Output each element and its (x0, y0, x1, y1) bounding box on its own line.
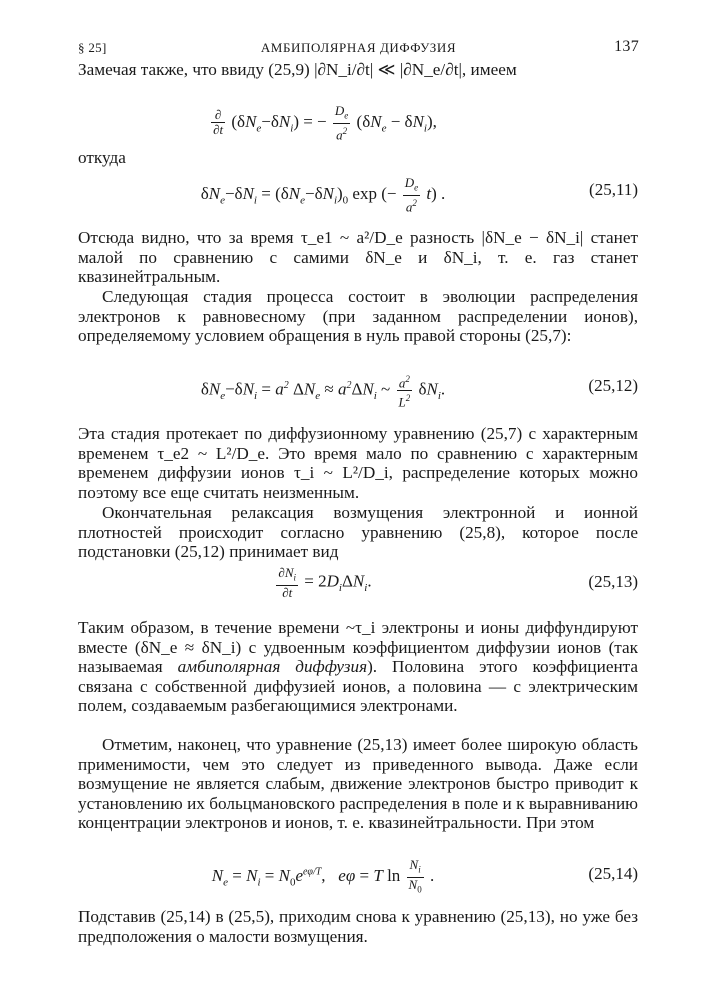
equation-25-13-body: $\frac{\partial N_i}{\partial t}$ = $2D_i\Delta N_i$. (278, 565, 372, 600)
paragraph-7 (78, 618, 638, 716)
equation-25-12-body: $\delta N_e-\delta N_i = a^2$ $\Delta N_e \approx a^2\Delta N_i$ ~ $\frac{a^2}{L^2}$ $\delta N_i$. (200, 374, 446, 410)
equation-unnumbered-body: $\frac{\partial}{\partial t}$ $(\delta N_e-\delta N_i)$ = − $\frac{D_e}{a^2}$ $(\delta N_e - \delta N_i)$, (213, 103, 437, 142)
paragraph-8: Отметим, наконец, что уравнение (25,13) имеет более широкую область применимости, чем это следует из приведенного вывода. Даже если возмущение не является слабым, движение электронов быстро приводит к установлению их больцмановского распределения в поле и к выравниванию концентрации электронов и ионов, т. е. квазинейтральности. При этом (78, 735, 638, 832)
equation-25-11-body: $\delta N_e-\delta N_i = (\delta N_e-\delta N_i)_0$ exp (− $\frac{D_e}{a^2}$ t) . (200, 175, 446, 214)
equation-25-11 (78, 176, 638, 216)
equation-unnumbered (78, 104, 638, 144)
page-number: 137 (614, 38, 639, 55)
equation-25-13 (78, 566, 638, 606)
paragraph-7-part-a: Таким образом, в течение времени ~τ_i электроны и ионы диффундируют вместе (δN_e ≈ δN_i) с удвоенным коэффициентом диффузии ионов (так называемая (78, 618, 638, 676)
equation-number-25-11: (25,11) (589, 180, 638, 199)
header-section: § 25] (78, 40, 107, 55)
paragraph-5: Эта стадия протекает по диффузионному уравнению (25,7) с характерным временем τ_e2 ~ L²/D_e. Это время мало по сравнению с характерным временем диффузии ионов τ_i ~ L²/D_i, распределение которых можно поэтому все еще считать неизменным. (78, 424, 638, 502)
header-title: АМБИПОЛЯРНАЯ ДИФФУЗИЯ (260, 40, 457, 55)
term-ambipolar-diffusion: амбиполярная диффузия (177, 657, 368, 676)
equation-25-14-body: $N_e = N_i = N_0e^{e\varphi/T}$, eφ = T ln $\frac{N_i}{N_0}$ . (211, 857, 435, 895)
running-header (78, 38, 639, 58)
paragraph-7-part-b: ). Половина этого коэффициента связана с собственной диффузией ионов, а половина — с электрическим полем, создаваемым разбегающимися электронами. (78, 657, 638, 715)
equation-25-14 (78, 858, 638, 898)
equation-number-25-14: (25,14) (588, 864, 638, 883)
paragraph-4: Следующая стадия процесса состоит в эволюции распределения электронов к равновесному (при заданном распределении ионов), определяемому условием обращения в нуль правой стороны (25,7): (78, 287, 638, 345)
paragraph-1: Замечая также, что ввиду (25,9) |∂N_i/∂t| ≪ |∂N_e/∂t|, имеем (78, 60, 517, 79)
paragraph-6: Окончательная релаксация возмущения электронной и ионной плотностей происходит согласно уравнению (25,8), которое после подстановки (25,12) принимает вид (78, 503, 638, 561)
paragraph-3: Отсюда видно, что за время τ_e1 ~ a²/D_e разность |δN_e − δN_i| станет малой по сравнению с самими δN_e и δN_i, т. е. газ станет квазинейтральным. (78, 228, 638, 286)
equation-number-25-13: (25,13) (588, 572, 638, 591)
paragraph-2: откуда (78, 148, 126, 167)
equation-number-25-12: (25,12) (588, 376, 638, 395)
paragraph-9: Подставив (25,14) в (25,5), приходим снова к уравнению (25,13), но уже без предположения о малости возмущения. (78, 907, 638, 946)
equation-25-12 (78, 372, 638, 412)
